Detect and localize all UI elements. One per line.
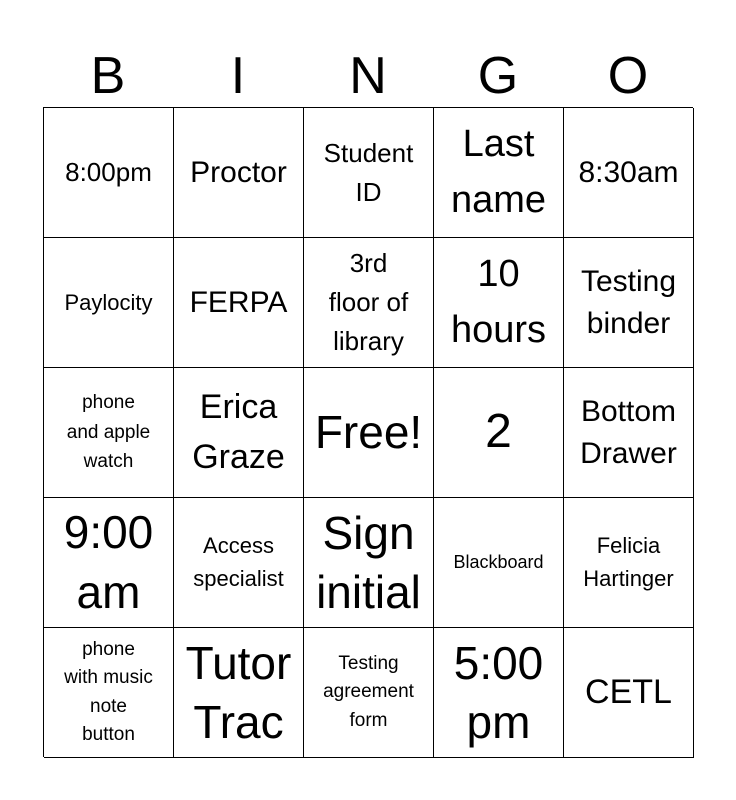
cell-text: Proctor <box>190 155 287 189</box>
bingo-cell[interactable] <box>44 628 174 758</box>
cell-text: Bottom Drawer <box>580 395 677 470</box>
cell-text: 8:00pm <box>65 156 152 187</box>
bingo-cell[interactable] <box>174 108 304 238</box>
cell-text: Erica Graze <box>192 388 285 476</box>
cell-text: Felicia Hartinger <box>583 532 674 591</box>
cell-text: Tutor Trac <box>185 636 292 748</box>
bingo-cell[interactable] <box>304 238 434 368</box>
bingo-cell[interactable] <box>564 368 694 498</box>
bingo-cell[interactable] <box>174 498 304 628</box>
bingo-cell[interactable] <box>564 108 694 238</box>
bingo-cell[interactable] <box>44 238 174 368</box>
cell-text: Paylocity <box>64 289 153 315</box>
cell-text: 2 <box>485 405 512 459</box>
cell-text: 10 hours <box>450 253 547 351</box>
cell-text: Testing agreement form <box>323 652 414 731</box>
bingo-cell[interactable] <box>304 108 434 238</box>
bingo-cell[interactable] <box>174 238 304 368</box>
header-letter-g: G <box>477 47 519 105</box>
bingo-board <box>43 107 693 757</box>
bingo-cell[interactable] <box>434 108 564 238</box>
cell-text: 9:00 am <box>63 505 154 618</box>
bingo-cell[interactable] <box>564 238 694 368</box>
header-letter-n: N <box>349 47 387 105</box>
bingo-cell[interactable] <box>564 498 694 628</box>
cell-text: phone with music note button <box>64 638 153 745</box>
cell-text: Access specialist <box>193 532 284 591</box>
cell-text: Student ID <box>323 137 414 207</box>
cell-text: phone and apple watch <box>66 392 151 473</box>
cell-text: Free! <box>314 405 423 458</box>
bingo-cell[interactable] <box>564 628 694 758</box>
bingo-cell[interactable] <box>44 368 174 498</box>
bingo-cell[interactable] <box>434 498 564 628</box>
bingo-cell[interactable] <box>304 498 434 628</box>
header-letter-o: O <box>607 47 649 105</box>
cell-text: Blackboard <box>453 552 544 572</box>
cell-text: FERPA <box>189 285 288 319</box>
header-letter-i: I <box>230 47 246 105</box>
cell-text: CETL <box>585 673 672 711</box>
cell-text: Testing binder <box>580 264 677 340</box>
bingo-cell[interactable] <box>44 108 174 238</box>
bingo-cell[interactable] <box>304 368 434 498</box>
bingo-cell[interactable] <box>44 498 174 628</box>
cell-text: 8:30am <box>578 155 679 189</box>
header-letter-b: B <box>90 47 126 105</box>
bingo-cell[interactable] <box>174 628 304 758</box>
cell-text: Sign initial <box>316 506 421 618</box>
bingo-cell[interactable] <box>434 628 564 758</box>
bingo-cell[interactable] <box>174 368 304 498</box>
bingo-cell[interactable] <box>434 368 564 498</box>
bingo-header <box>43 44 693 108</box>
cell-text: Last name <box>450 123 547 221</box>
bingo-cell[interactable] <box>434 238 564 368</box>
bingo-cell[interactable] <box>304 628 434 758</box>
cell-text: 3rd floor of library <box>328 248 409 356</box>
cell-text: 5:00 pm <box>453 636 544 748</box>
